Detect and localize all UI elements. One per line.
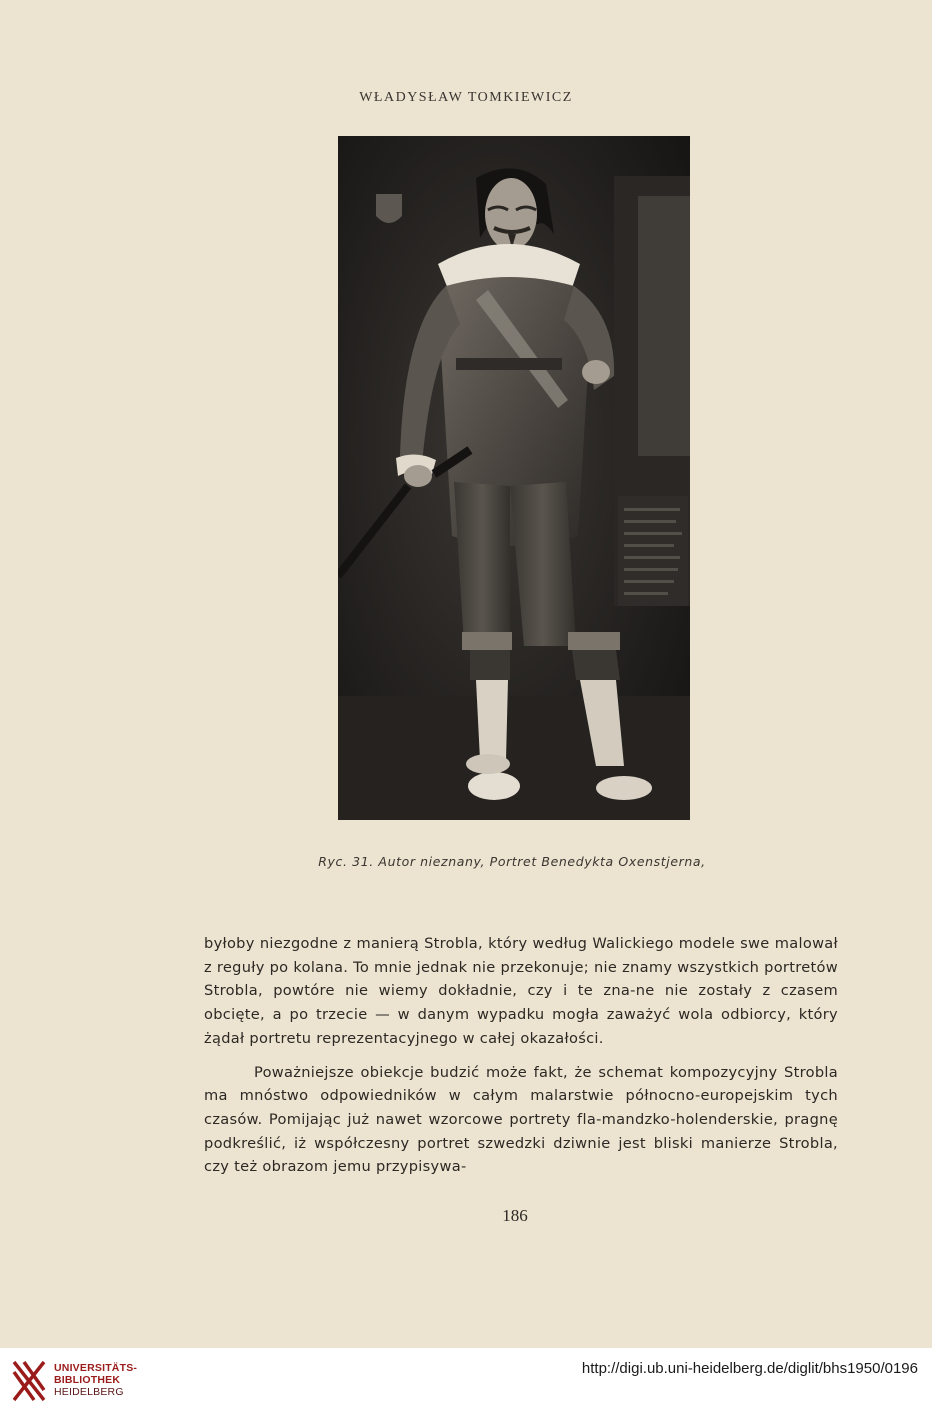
portrait-figure xyxy=(338,136,690,820)
body-text xyxy=(204,932,838,1179)
page-number: 186 xyxy=(502,1206,528,1225)
portrait-image xyxy=(338,136,690,820)
paragraph-2: Poważniejsze obiekcje budzić może fakt, że schemat kompozycyjny Strobla ma mnóstwo odpowiedników w całym malarstwie północno-europejskim tych czasów. Pomijając już nawet wzorcowe portrety fla-mandzko-holenderskie, pragnę podkreślić, iż współczesny portret szwedzki dziwnie jest bliski manierze Strobla, czy też obrazom jemu przypisywa- xyxy=(204,1063,838,1176)
running-head: WŁADYSŁAW TOMKIEWICZ xyxy=(359,90,573,105)
source-url-link[interactable]: http://digi.ub.uni-heidelberg.de/diglit/bhs1950/0196 xyxy=(581,1360,918,1377)
figure-caption: Ryc. 31. Autor nieznany, Portret Benedykta Oxenstjerna, xyxy=(318,854,706,869)
paragraph-1: byłoby niezgodne z manierą Strobla, który według Walickiego modele swe malował z reguły po kolana. To mnie jednak nie przekonuje; nie znamy wszystkich portretów Strobla, powtóre nie wiemy dokładnie, czy i te zna-ne nie zostały z czasem obcięte, a po trzecie — w danym wypadku mogła zaważyć wola odbiorcy, który żądał portretu reprezentacyjnego w całej okazałości. xyxy=(204,935,838,1047)
library-name-line2: BIBLIOTHEK xyxy=(54,1374,121,1386)
library-name-line1: UNIVERSITÄTS- xyxy=(54,1362,138,1374)
library-logo-icon xyxy=(10,1358,48,1404)
library-footer xyxy=(0,1348,932,1416)
library-name-line3: HEIDELBERG xyxy=(54,1386,124,1398)
library-name xyxy=(54,1362,137,1398)
